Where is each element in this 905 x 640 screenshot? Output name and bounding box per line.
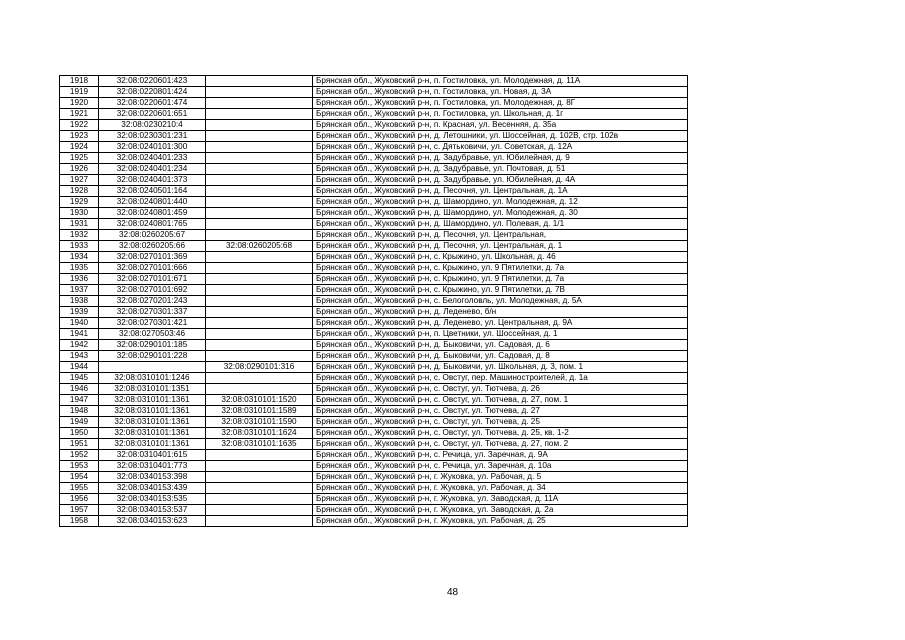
table-row xyxy=(60,307,688,318)
row-number-cell: 1922 xyxy=(60,120,99,131)
table-row xyxy=(60,153,688,164)
cadastral-number-cell: 32:08:0240101:300 xyxy=(99,142,206,153)
table-row xyxy=(60,76,688,87)
cadastral-number-cell: 32:08:0240801:765 xyxy=(99,219,206,230)
cadastral-number-cell: 32:08:0310401:615 xyxy=(99,450,206,461)
related-cadastral-number-cell xyxy=(206,329,313,340)
address-cell: Брянская обл., Жуковский р-н, с. Крыжино, ул. 9 Пятилетки, д. 7а xyxy=(313,263,688,274)
table-row xyxy=(60,483,688,494)
cadastral-number-cell: 32:08:0290101:228 xyxy=(99,351,206,362)
address-cell: Брянская обл., Жуковский р-н, с. Дятьковичи, ул. Советская, д. 12А xyxy=(313,142,688,153)
table-row xyxy=(60,472,688,483)
table-row xyxy=(60,351,688,362)
table-row xyxy=(60,494,688,505)
related-cadastral-number-cell: 32:08:0310101:1635 xyxy=(206,439,313,450)
address-cell: Брянская обл., Жуковский р-н, д. Шамордино, ул. Молодежная, д. 12 xyxy=(313,197,688,208)
table-row xyxy=(60,285,688,296)
cadastral-number-cell: 32:08:0240501:164 xyxy=(99,186,206,197)
table-row xyxy=(60,186,688,197)
related-cadastral-number-cell xyxy=(206,274,313,285)
cadastral-number-cell: 32:08:0310101:1361 xyxy=(99,417,206,428)
address-cell: Брянская обл., Жуковский р-н, с. Овстуг, ул. Тютчева, д. 25, кв. 1-2 xyxy=(313,428,688,439)
row-number-cell: 1953 xyxy=(60,461,99,472)
table-row xyxy=(60,505,688,516)
cadastral-number-cell xyxy=(99,362,206,373)
cadastral-number-cell: 32:08:0310101:1361 xyxy=(99,428,206,439)
table-row xyxy=(60,428,688,439)
address-cell: Брянская обл., Жуковский р-н, с. Крыжино, ул. 9 Пятилетки, д. 7а xyxy=(313,274,688,285)
address-cell: Брянская обл., Жуковский р-н, д. Леденево, ул. Центральная, д. 9А xyxy=(313,318,688,329)
table-row xyxy=(60,109,688,120)
cadastral-number-cell: 32:08:0340153:537 xyxy=(99,505,206,516)
row-number-cell: 1933 xyxy=(60,241,99,252)
address-cell: Брянская обл., Жуковский р-н, д. Задубравье, ул. Почтовая, д. 51 xyxy=(313,164,688,175)
related-cadastral-number-cell xyxy=(206,87,313,98)
row-number-cell: 1923 xyxy=(60,131,99,142)
related-cadastral-number-cell: 32:08:0310101:1624 xyxy=(206,428,313,439)
address-cell: Брянская обл., Жуковский р-н, д. Задубравье, ул. Юбилейная, д. 9 xyxy=(313,153,688,164)
row-number-cell: 1943 xyxy=(60,351,99,362)
address-cell: Брянская обл., Жуковский р-н, г. Жуковка, ул. Заводская, д. 11А xyxy=(313,494,688,505)
table-row xyxy=(60,131,688,142)
row-number-cell: 1925 xyxy=(60,153,99,164)
related-cadastral-number-cell xyxy=(206,142,313,153)
cadastral-number-cell: 32:08:0240801:459 xyxy=(99,208,206,219)
cadastral-number-cell: 32:08:0340153:439 xyxy=(99,483,206,494)
row-number-cell: 1952 xyxy=(60,450,99,461)
row-number-cell: 1954 xyxy=(60,472,99,483)
address-cell: Брянская обл., Жуковский р-н, д. Быковичи, ул. Школьная, д. 3, пом. 1 xyxy=(313,362,688,373)
row-number-cell: 1931 xyxy=(60,219,99,230)
row-number-cell: 1951 xyxy=(60,439,99,450)
row-number-cell: 1955 xyxy=(60,483,99,494)
address-cell: Брянская обл., Жуковский р-н, п. Гостиловка, ул. Молодежная, д. 8Г xyxy=(313,98,688,109)
table-row xyxy=(60,120,688,131)
table-row xyxy=(60,516,688,527)
table-row xyxy=(60,406,688,417)
row-number-cell: 1949 xyxy=(60,417,99,428)
cadastral-number-cell: 32:08:0240401:234 xyxy=(99,164,206,175)
related-cadastral-number-cell xyxy=(206,109,313,120)
address-cell: Брянская обл., Жуковский р-н, д. Леденево, б/н xyxy=(313,307,688,318)
cadastral-number-cell: 32:08:0220601:423 xyxy=(99,76,206,87)
cadastral-number-cell: 32:08:0230301:231 xyxy=(99,131,206,142)
cadastral-number-cell: 32:08:0290101:185 xyxy=(99,340,206,351)
related-cadastral-number-cell xyxy=(206,318,313,329)
cadastral-number-cell: 32:08:0270101:666 xyxy=(99,263,206,274)
registry-table xyxy=(59,75,688,527)
cadastral-number-cell: 32:08:0220601:651 xyxy=(99,109,206,120)
row-number-cell: 1919 xyxy=(60,87,99,98)
table-row xyxy=(60,175,688,186)
related-cadastral-number-cell xyxy=(206,219,313,230)
related-cadastral-number-cell xyxy=(206,76,313,87)
related-cadastral-number-cell xyxy=(206,186,313,197)
page-number: 48 xyxy=(446,587,459,598)
address-cell: Брянская обл., Жуковский р-н, д. Быковичи, ул. Садовая, д. 6 xyxy=(313,340,688,351)
related-cadastral-number-cell xyxy=(206,494,313,505)
row-number-cell: 1936 xyxy=(60,274,99,285)
table-row xyxy=(60,329,688,340)
row-number-cell: 1956 xyxy=(60,494,99,505)
table-row xyxy=(60,296,688,307)
related-cadastral-number-cell xyxy=(206,296,313,307)
related-cadastral-number-cell: 32:08:0260205:68 xyxy=(206,241,313,252)
address-cell: Брянская обл., Жуковский р-н, г. Жуковка, ул. Рабочая, д. 25 xyxy=(313,516,688,527)
row-number-cell: 1928 xyxy=(60,186,99,197)
address-cell: Брянская обл., Жуковский р-н, п. Гостиловка, ул. Молодежная, д. 11А xyxy=(313,76,688,87)
table-row xyxy=(60,318,688,329)
address-cell: Брянская обл., Жуковский р-н, д. Задубравье, ул. Юбилейная, д. 4А xyxy=(313,175,688,186)
table-row xyxy=(60,340,688,351)
related-cadastral-number-cell xyxy=(206,131,313,142)
row-number-cell: 1942 xyxy=(60,340,99,351)
table-row xyxy=(60,197,688,208)
table-row xyxy=(60,461,688,472)
cadastral-number-cell: 32:08:0340153:535 xyxy=(99,494,206,505)
cadastral-number-cell: 32:08:0310101:1361 xyxy=(99,406,206,417)
related-cadastral-number-cell xyxy=(206,164,313,175)
registry-table-body xyxy=(60,76,688,527)
row-number-cell: 1930 xyxy=(60,208,99,219)
table-row xyxy=(60,230,688,241)
cadastral-number-cell: 32:08:0270101:692 xyxy=(99,285,206,296)
cadastral-number-cell: 32:08:0260205:67 xyxy=(99,230,206,241)
table-row xyxy=(60,98,688,109)
table-row xyxy=(60,274,688,285)
table-row xyxy=(60,208,688,219)
cadastral-number-cell: 32:08:0270301:337 xyxy=(99,307,206,318)
row-number-cell: 1924 xyxy=(60,142,99,153)
address-cell: Брянская обл., Жуковский р-н, с. Овстуг, ул. Тютчева, д. 27 xyxy=(313,406,688,417)
row-number-cell: 1927 xyxy=(60,175,99,186)
related-cadastral-number-cell xyxy=(206,516,313,527)
row-number-cell: 1926 xyxy=(60,164,99,175)
cadastral-number-cell: 32:08:0230210:4 xyxy=(99,120,206,131)
address-cell: Брянская обл., Жуковский р-н, д. Шамордино, ул. Молодежная, д. 30 xyxy=(313,208,688,219)
address-cell: Брянская обл., Жуковский р-н, с. Белоголовль, ул. Молодежная, д. 5А xyxy=(313,296,688,307)
row-number-cell: 1938 xyxy=(60,296,99,307)
row-number-cell: 1934 xyxy=(60,252,99,263)
cadastral-number-cell: 32:08:0270101:369 xyxy=(99,252,206,263)
related-cadastral-number-cell: 32:08:0310101:1520 xyxy=(206,395,313,406)
address-cell: Брянская обл., Жуковский р-н, с. Овстуг, ул. Тютчева, д. 25 xyxy=(313,417,688,428)
row-number-cell: 1940 xyxy=(60,318,99,329)
address-cell: Брянская обл., Жуковский р-н, д. Песочня, ул. Центральная, д. 1 xyxy=(313,241,688,252)
related-cadastral-number-cell: 32:08:0290101:316 xyxy=(206,362,313,373)
related-cadastral-number-cell xyxy=(206,230,313,241)
address-cell: Брянская обл., Жуковский р-н, п. Гостиловка, ул. Школьная, д. 1г xyxy=(313,109,688,120)
cadastral-number-cell: 32:08:0310101:1351 xyxy=(99,384,206,395)
row-number-cell: 1937 xyxy=(60,285,99,296)
related-cadastral-number-cell: 32:08:0310101:1590 xyxy=(206,417,313,428)
address-cell: Брянская обл., Жуковский р-н, с. Крыжино, ул. 9 Пятилетки, д. 7В xyxy=(313,285,688,296)
related-cadastral-number-cell xyxy=(206,175,313,186)
related-cadastral-number-cell xyxy=(206,120,313,131)
address-cell: Брянская обл., Жуковский р-н, с. Овстуг, ул. Тютчева, д. 27, пом. 1 xyxy=(313,395,688,406)
row-number-cell: 1941 xyxy=(60,329,99,340)
address-cell: Брянская обл., Жуковский р-н, п. Гостиловка, ул. Новая, д. 3А xyxy=(313,87,688,98)
related-cadastral-number-cell xyxy=(206,472,313,483)
cadastral-number-cell: 32:08:0270101:671 xyxy=(99,274,206,285)
table-row xyxy=(60,164,688,175)
table-row xyxy=(60,395,688,406)
row-number-cell: 1935 xyxy=(60,263,99,274)
address-cell: Брянская обл., Жуковский р-н, д. Летошники, ул. Шоссейная, д. 102В, стр. 102в xyxy=(313,131,688,142)
cadastral-number-cell: 32:08:0240801:440 xyxy=(99,197,206,208)
address-cell: Брянская обл., Жуковский р-н, д. Быковичи, ул. Садовая, д. 8 xyxy=(313,351,688,362)
related-cadastral-number-cell xyxy=(206,461,313,472)
table-row xyxy=(60,219,688,230)
table-row xyxy=(60,252,688,263)
row-number-cell: 1950 xyxy=(60,428,99,439)
address-cell: Брянская обл., Жуковский р-н, с. Овстуг, пер. Машиностроителей, д. 1а xyxy=(313,373,688,384)
related-cadastral-number-cell xyxy=(206,351,313,362)
related-cadastral-number-cell xyxy=(206,153,313,164)
row-number-cell: 1958 xyxy=(60,516,99,527)
table-row xyxy=(60,439,688,450)
related-cadastral-number-cell: 32:08:0310101:1589 xyxy=(206,406,313,417)
address-cell: Брянская обл., Жуковский р-н, с. Речица, ул. Заречная, д. 10а xyxy=(313,461,688,472)
cadastral-number-cell: 32:08:0270201:243 xyxy=(99,296,206,307)
cadastral-number-cell: 32:08:0340153:623 xyxy=(99,516,206,527)
related-cadastral-number-cell xyxy=(206,208,313,219)
related-cadastral-number-cell xyxy=(206,505,313,516)
row-number-cell: 1921 xyxy=(60,109,99,120)
cadastral-number-cell: 32:08:0310101:1246 xyxy=(99,373,206,384)
table-row xyxy=(60,87,688,98)
table-row xyxy=(60,384,688,395)
cadastral-number-cell: 32:08:0340153:398 xyxy=(99,472,206,483)
related-cadastral-number-cell xyxy=(206,307,313,318)
related-cadastral-number-cell xyxy=(206,373,313,384)
address-cell: Брянская обл., Жуковский р-н, с. Речица, ул. Заречная, д. 9А xyxy=(313,450,688,461)
address-cell: Брянская обл., Жуковский р-н, д. Песочня, ул. Центральная, д. 1А xyxy=(313,186,688,197)
related-cadastral-number-cell xyxy=(206,483,313,494)
address-cell: Брянская обл., Жуковский р-н, д. Песочня, ул. Центральная, xyxy=(313,230,688,241)
cadastral-number-cell: 32:08:0270301:421 xyxy=(99,318,206,329)
cadastral-number-cell: 32:08:0240401:233 xyxy=(99,153,206,164)
row-number-cell: 1944 xyxy=(60,362,99,373)
row-number-cell: 1945 xyxy=(60,373,99,384)
row-number-cell: 1929 xyxy=(60,197,99,208)
table-row xyxy=(60,373,688,384)
related-cadastral-number-cell xyxy=(206,197,313,208)
address-cell: Брянская обл., Жуковский р-н, г. Жуковка, ул. Рабочая, д. 34 xyxy=(313,483,688,494)
row-number-cell: 1947 xyxy=(60,395,99,406)
cadastral-number-cell: 32:08:0270503:46 xyxy=(99,329,206,340)
row-number-cell: 1939 xyxy=(60,307,99,318)
address-cell: Брянская обл., Жуковский р-н, г. Жуковка, ул. Заводская, д. 2а xyxy=(313,505,688,516)
address-cell: Брянская обл., Жуковский р-н, с. Овстуг, ул. Тютчева, д. 26 xyxy=(313,384,688,395)
cadastral-number-cell: 32:08:0240401:373 xyxy=(99,175,206,186)
address-cell: Брянская обл., Жуковский р-н, с. Овстуг, ул. Тютчева, д. 27, пом. 2 xyxy=(313,439,688,450)
table-row xyxy=(60,142,688,153)
row-number-cell: 1946 xyxy=(60,384,99,395)
table-row xyxy=(60,362,688,373)
address-cell: Брянская обл., Жуковский р-н, г. Жуковка, ул. Рабочая, д. 5 xyxy=(313,472,688,483)
table-row xyxy=(60,263,688,274)
related-cadastral-number-cell xyxy=(206,450,313,461)
related-cadastral-number-cell xyxy=(206,285,313,296)
related-cadastral-number-cell xyxy=(206,263,313,274)
related-cadastral-number-cell xyxy=(206,340,313,351)
address-cell: Брянская обл., Жуковский р-н, п. Цветники, ул. Шоссейная, д. 1 xyxy=(313,329,688,340)
related-cadastral-number-cell xyxy=(206,252,313,263)
address-cell: Брянская обл., Жуковский р-н, п. Красная, ул. Весенняя, д. 35а xyxy=(313,120,688,131)
cadastral-number-cell: 32:08:0220601:474 xyxy=(99,98,206,109)
cadastral-number-cell: 32:08:0310101:1361 xyxy=(99,439,206,450)
row-number-cell: 1948 xyxy=(60,406,99,417)
row-number-cell: 1932 xyxy=(60,230,99,241)
row-number-cell: 1920 xyxy=(60,98,99,109)
address-cell: Брянская обл., Жуковский р-н, д. Шамордино, ул. Полевая, д. 1/1 xyxy=(313,219,688,230)
table-row xyxy=(60,417,688,428)
related-cadastral-number-cell xyxy=(206,98,313,109)
address-cell: Брянская обл., Жуковский р-н, с. Крыжино, ул. Школьная, д. 46 xyxy=(313,252,688,263)
cadastral-number-cell: 32:08:0220801:424 xyxy=(99,87,206,98)
related-cadastral-number-cell xyxy=(206,384,313,395)
cadastral-number-cell: 32:08:0310101:1361 xyxy=(99,395,206,406)
row-number-cell: 1918 xyxy=(60,76,99,87)
cadastral-number-cell: 32:08:0260205:66 xyxy=(99,241,206,252)
cadastral-number-cell: 32:08:0310401:773 xyxy=(99,461,206,472)
table-row xyxy=(60,241,688,252)
table-row xyxy=(60,450,688,461)
row-number-cell: 1957 xyxy=(60,505,99,516)
